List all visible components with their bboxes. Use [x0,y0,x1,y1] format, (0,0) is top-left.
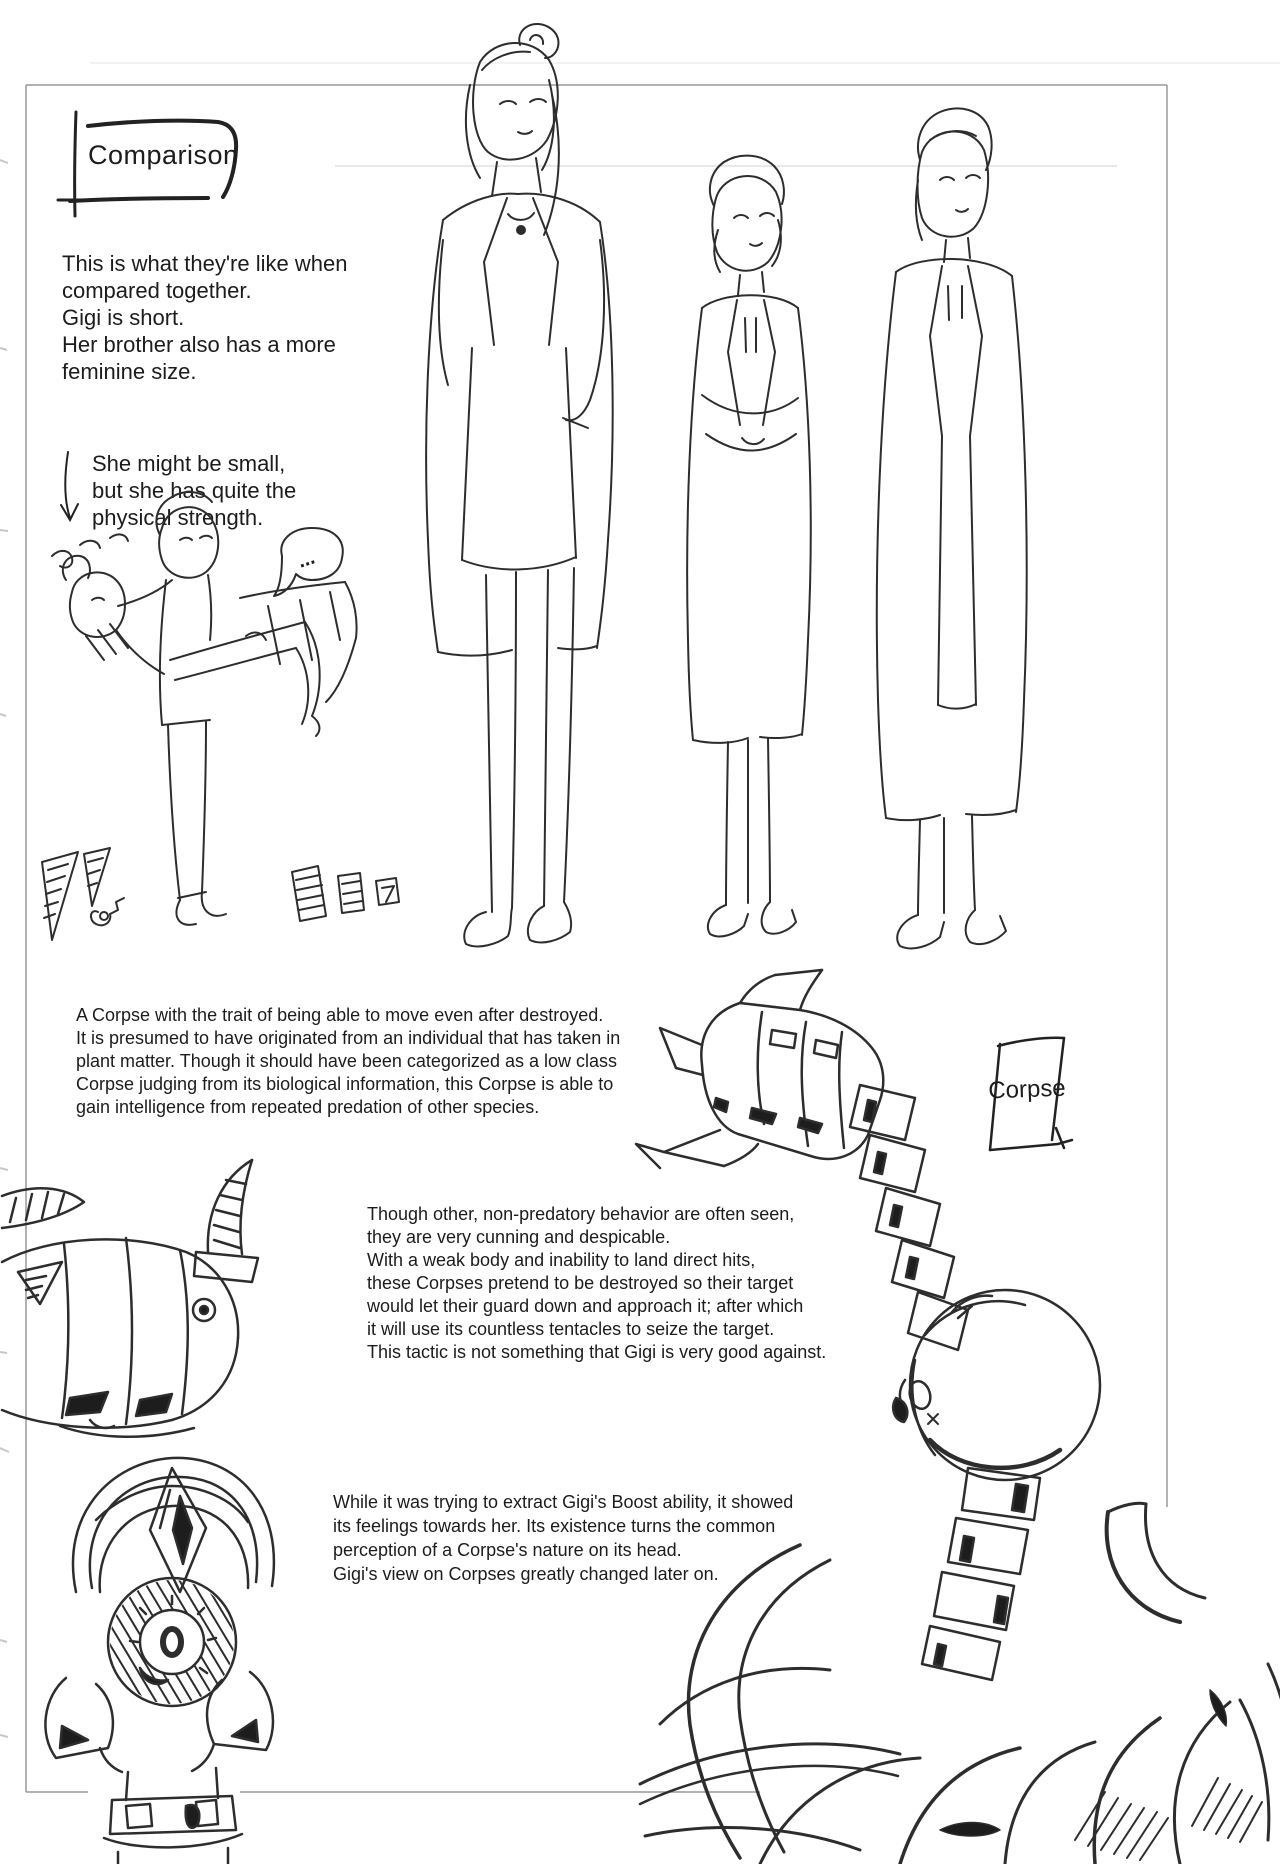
comparison-intro-text [62,250,347,385]
character-comparison-sketch [426,24,1027,948]
description-line: plant matter. Though it should have been categorized as a low class [76,1051,618,1071]
carrying-sketch [52,492,357,925]
description-line: A Corpse with the trait of being able to move even after destroyed. [76,1005,604,1025]
brother-figure-sketch [877,108,1027,948]
intro-line: compared together. [62,278,252,303]
strength-line: physical strength. [92,505,264,530]
feelings-line: Gigi's view on Corpses greatly changed later on. [333,1564,719,1584]
strength-line: She might be small, [92,451,286,476]
behavior-line: Though other, non-predatory behavior are often seen, [367,1204,795,1224]
corpse-feelings-text [333,1490,793,1586]
speech-bubble [274,528,343,596]
behavior-line: they are very cunning and despicable. [367,1227,671,1247]
intro-line: feminine size. [62,359,197,384]
description-line: It is presumed to have originated from an individual that has taken in [76,1028,621,1048]
margin-doodles [42,848,399,940]
behavior-line: it will use its countless tentacles to seize the target. [367,1319,775,1339]
feelings-line: While it was trying to extract Gigi's Boost ability, it showed [333,1492,794,1512]
comparison-section-title: Comparison [88,140,239,170]
page-edge-marks [0,160,9,1737]
behavior-line: This tactic is not something that Gigi is very good against. [367,1342,827,1362]
intro-line: Gigi is short. [62,305,185,330]
corpse-behavior-text [367,1203,826,1364]
behavior-line: With a weak body and inability to land direct hits, [367,1250,756,1270]
tall-figure-sketch [426,24,613,946]
horned-corpse-head-sketch [2,1160,258,1437]
behavior-line: these Corpses pretend to be destroyed so their target [367,1273,794,1293]
tentacle-hatching [1075,1778,1262,1860]
strength-note-text [92,450,296,531]
description-line: Corpse judging from its biological information, this Corpse is able to [76,1074,614,1094]
eye-hatching [70,1578,316,1708]
corpse-description-text [76,1004,620,1119]
strength-line: but she has quite the [92,478,297,503]
down-arrow-icon [61,452,78,520]
description-line: gain intelligence from repeated predation of other species. [76,1097,540,1117]
intro-line: Her brother also has a more [62,332,336,357]
corpse-section-title: Corpse [987,1074,1067,1105]
speech-bubble-text: ... [294,546,318,573]
intro-line: This is what they're like when [62,251,348,276]
short-figure-sketch [687,156,811,937]
feelings-line: its feelings towards her. Its existence turns the common [333,1516,776,1536]
feelings-line: perception of a Corpse's nature on its head. [333,1540,682,1560]
eye-corpse-sketch [45,1458,316,1864]
behavior-line: would let their guard down and approach it; after which [367,1296,804,1316]
